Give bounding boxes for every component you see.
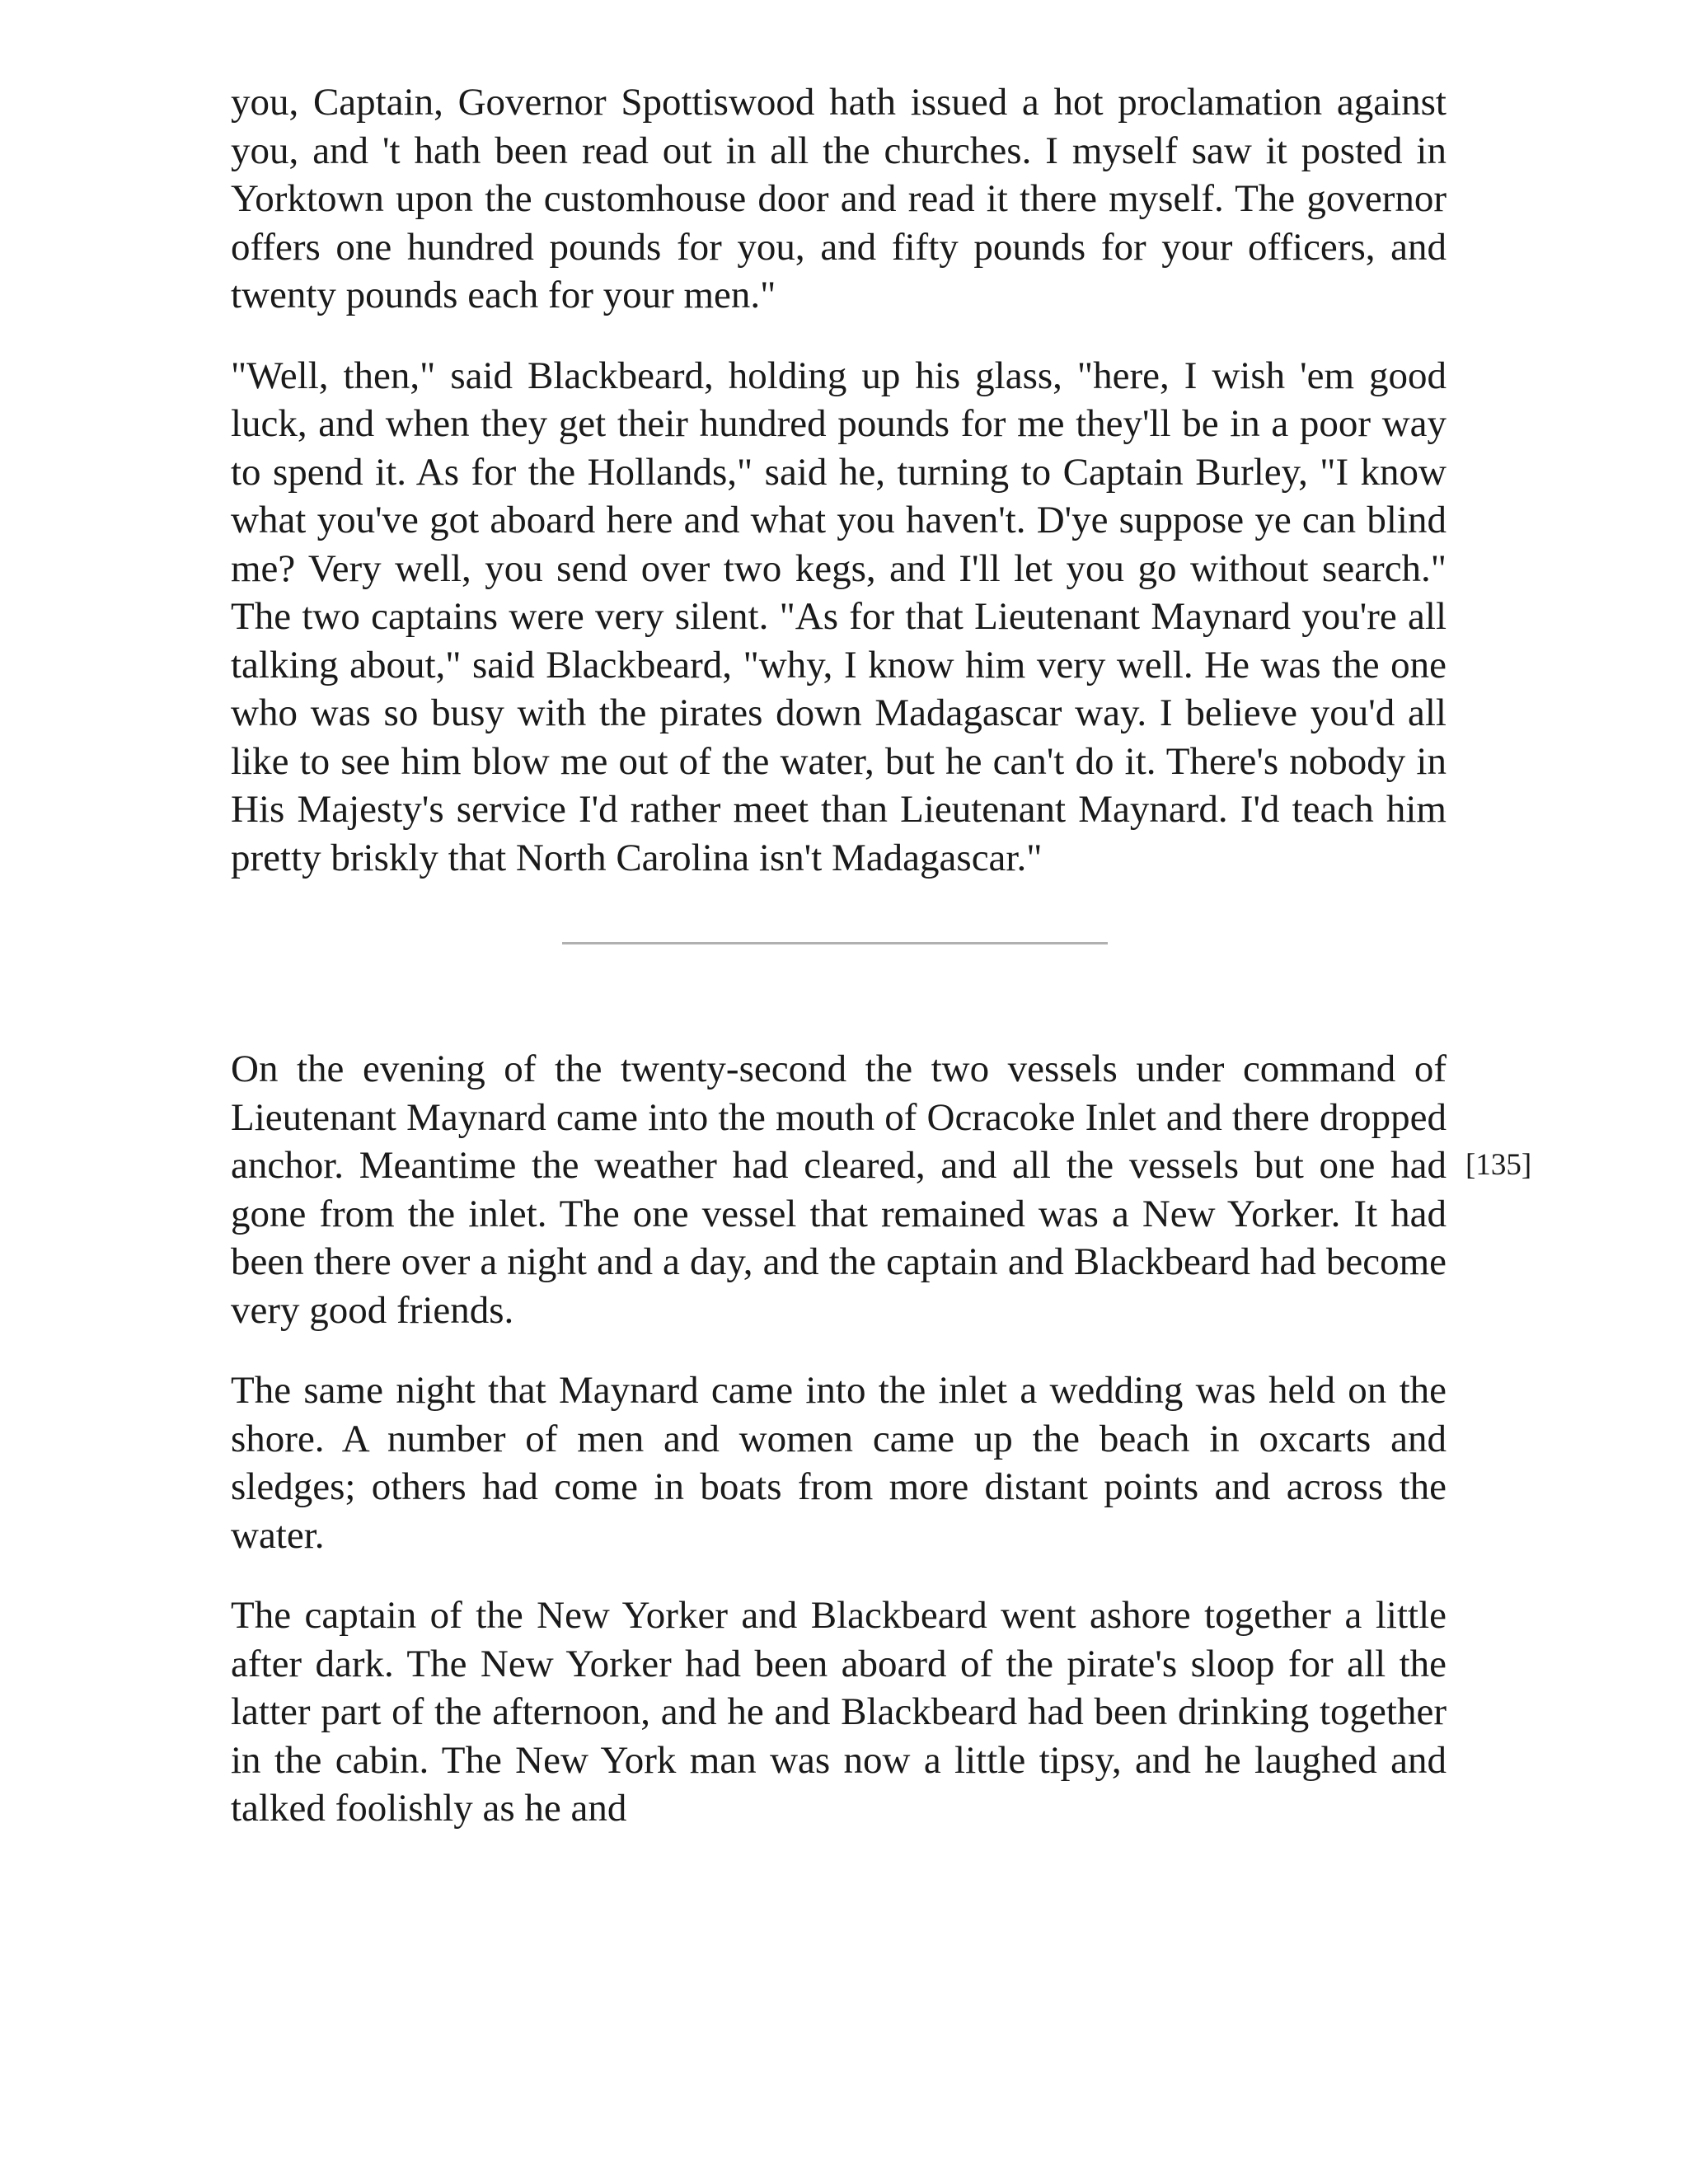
paragraph: On the evening of the twenty-second the two vessels under command of Lieutenant Maynard came into the mouth of Ocracoke Inlet and there dropped anchor. Meantime the weather had cleared, and all the vessels but one had gone from the inlet. The one vessel that remained was a New Yorker. It had been there over a night and a day, and the captain and Blackbeard had become very good friends. xyxy=(231,1047,1447,1332)
paragraph: you, Captain, Governor Spottiswood hath issued a hot proclamation against you, and 't hath been read out in all the churches. I myself saw it posted in Yorktown upon the customhouse door and read it there myself. The governor offers one hundred pounds for you, and fifty pounds for your officers, and twenty pounds each for your men." xyxy=(231,81,1447,316)
paragraph: "Well, then," said Blackbeard, holding up his glass, "here, I wish 'em good luck, and when they get their hundred pounds for me they'll be in a poor way to spend it. As for the Hollands," said he, turning to Captain Burley, "I know what you've got aboard here and what you haven't. D'ye suppose ye can blind me? Very well, you send over two kegs, and I'll let you go without search." The two captains were very silent. "As for that Lieutenant Maynard you're all talking about," said Blackbeard, "why, I know him very well. He was the one who was so busy with the pirates down Madagascar way. I believe you'd all like to see him blow me out of the water, but he can't do it. There's nobody in His Majesty's service I'd rather meet than Lieutenant Maynard. I'd teach him pretty briskly that North Carolina isn't Madagascar." xyxy=(231,354,1447,879)
section-1 xyxy=(231,78,1447,882)
page-content xyxy=(231,78,1532,1865)
page-number: [135] xyxy=(1465,1148,1532,1182)
paragraph: The same night that Maynard came into the inlet a wedding was held on the shore. A number of men and women came up the beach in oxcarts and sledges; others had come in boats from more distant points and across the water. xyxy=(231,1369,1447,1557)
section-2 xyxy=(231,1045,1532,1833)
paragraph: The captain of the New Yorker and Blackbeard went ashore together a little after dark. The New Yorker had been aboard of the pirate's sloop for all the latter part of the afternoon, and he and Blackbeard had been drinking together in the cabin. The New York man was now a little tipsy, and he laughed and talked foolishly as he and xyxy=(231,1594,1447,1830)
section-divider xyxy=(562,942,1108,944)
